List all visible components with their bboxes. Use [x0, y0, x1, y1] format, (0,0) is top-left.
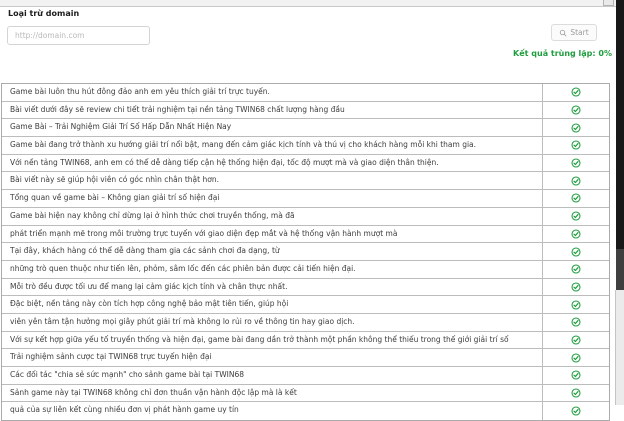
- duplicate-result: [513, 49, 612, 58]
- row-text: Bài viết dưới đây sẽ review chi tiết trải nghiệm tại nền tảng TWIN68 chất lượng hàng đầu: [10, 104, 345, 114]
- row-status-cell: [542, 261, 609, 278]
- row-status-cell: [542, 349, 609, 366]
- table-row: [2, 261, 609, 279]
- check-circle-icon: [571, 264, 581, 274]
- duplicate-result-label: Kết quả trùng lặp:: [513, 49, 596, 58]
- exclude-domain-input[interactable]: [7, 26, 150, 45]
- duplicate-result-value: 0%: [598, 49, 612, 58]
- textarea-scrollbar-stub[interactable]: [603, 0, 614, 6]
- check-circle-icon: [571, 176, 581, 186]
- start-button-label: Start: [570, 28, 589, 37]
- page-scrollbar-thumb[interactable]: [616, 0, 624, 249]
- row-text: Game bài luôn thu hút đông đảo anh em yêu thích giải trí trực tuyến.: [10, 87, 270, 96]
- table-row: [2, 402, 609, 420]
- duplicate-table-body: [2, 84, 609, 420]
- table-row: [2, 208, 609, 226]
- check-circle-icon: [571, 282, 581, 292]
- row-text: Với sự kết hợp giữa yếu tố truyền thống và hiện đại, game bài đang dần trở thành một phần không thể thiếu trong thế giới giải trí số: [10, 334, 509, 344]
- row-text: những trò quen thuộc như tiến lên, phỏm, sâm lốc đến các phiên bản được cải tiến hiện đại.: [10, 263, 356, 273]
- table-row: [2, 385, 609, 403]
- check-circle-icon: [571, 335, 581, 345]
- search-icon: [559, 29, 567, 37]
- table-row: [2, 172, 609, 190]
- row-status-cell: [542, 367, 609, 384]
- check-circle-icon: [571, 317, 581, 327]
- row-status-cell: [542, 332, 609, 349]
- check-circle-icon: [571, 193, 581, 203]
- exclude-domain-label: Loại trừ domain: [8, 9, 80, 18]
- row-text: quả của sự liên kết cùng nhiều đơn vị phát hành game uy tín: [10, 405, 239, 415]
- table-row: [2, 137, 609, 155]
- check-circle-icon: [571, 105, 581, 115]
- table-row: [2, 119, 609, 137]
- page-scrollbar-track[interactable]: [615, 290, 624, 405]
- table-row: [2, 296, 609, 314]
- table-row: [2, 367, 609, 385]
- check-circle-icon: [571, 140, 581, 150]
- table-row: [2, 190, 609, 208]
- row-status-cell: [542, 119, 609, 136]
- row-text: Game bài đang trở thành xu hướng giải trí nổi bật, mang đến cảm giác kịch tính và thú vị cho khách hàng mỗi khi tham gia.: [10, 140, 477, 150]
- row-text: Tổng quan về game bài – Không gian giải trí số hiện đại: [10, 193, 220, 203]
- check-circle-icon: [571, 87, 581, 97]
- row-text: Đặc biệt, nền tảng này còn tích hợp công nghệ bảo mật tiên tiến, giúp hội: [10, 299, 289, 309]
- row-status-cell: [542, 190, 609, 207]
- row-status-cell: [542, 385, 609, 402]
- check-circle-icon: [571, 123, 581, 133]
- check-circle-icon: [571, 370, 581, 380]
- row-status-cell: [542, 137, 609, 154]
- row-text: Tại đây, khách hàng có thể dễ dàng tham gia các sảnh chơi đa dạng, từ: [10, 246, 280, 256]
- row-text: Với nền tảng TWIN68, anh em có thể dễ dàng tiếp cận hệ thống hiện đại, tốc độ mượt mà và giao diện thân thiện.: [10, 157, 439, 167]
- row-status-cell: [542, 155, 609, 172]
- textarea-bottom-edge: [0, 0, 616, 7]
- row-text: Sảnh game này tại TWIN68 không chỉ đơn thuần vận hành độc lập mà là kết: [10, 387, 297, 397]
- row-status-cell: [542, 84, 609, 101]
- check-circle-icon: [571, 211, 581, 221]
- row-status-cell: [542, 102, 609, 119]
- table-row: [2, 84, 609, 102]
- row-status-cell: [542, 296, 609, 313]
- check-circle-icon: [571, 406, 581, 416]
- row-text: viên yên tâm tận hưởng mọi giây phút giải trí mà không lo rủi ro về thông tin hay giao dịch.: [10, 316, 355, 326]
- page-scrollbar-shadow: [616, 249, 624, 290]
- table-row: [2, 226, 609, 244]
- row-text: Game Bài – Trải Nghiệm Giải Trí Số Hấp Dẫn Nhất Hiện Nay: [10, 122, 232, 132]
- check-circle-icon: [571, 388, 581, 398]
- row-status-cell: [542, 402, 609, 420]
- table-row: [2, 102, 609, 120]
- row-text: Mỗi trò đều được tối ưu để mang lại cảm giác kịch tính và chân thực nhất.: [10, 281, 288, 291]
- row-status-cell: [542, 208, 609, 225]
- table-row: [2, 332, 609, 350]
- table-row: [2, 243, 609, 261]
- row-status-cell: [542, 279, 609, 296]
- row-text: phát triển mạnh mẽ trong môi trường trực tuyến với giao diện đẹp mắt và hệ thống vận hành mượt mà: [10, 228, 398, 238]
- row-status-cell: [542, 226, 609, 243]
- check-circle-icon: [571, 353, 581, 363]
- row-status-cell: [542, 243, 609, 260]
- table-row: [2, 279, 609, 297]
- check-circle-icon: [571, 158, 581, 168]
- sentence-check-table: [1, 83, 610, 421]
- check-circle-icon: [571, 247, 581, 257]
- row-status-cell: [542, 172, 609, 189]
- row-text: Bài viết này sẽ giúp hội viên có góc nhìn chân thật hơn.: [10, 175, 219, 185]
- check-circle-icon: [571, 300, 581, 310]
- row-text: Game bài hiện nay không chỉ dừng lại ở hình thức chơi truyền thống, mà đã: [10, 210, 295, 220]
- check-circle-icon: [571, 229, 581, 239]
- table-row: [2, 155, 609, 173]
- start-button[interactable]: [551, 24, 597, 41]
- row-text: Các đối tác "chia sẻ sức mạnh" cho sảnh game bài tại TWIN68: [10, 370, 245, 379]
- row-text: Trải nghiệm sảnh cược tại TWIN68 trực tuyến hiện đại: [10, 352, 212, 362]
- table-row: [2, 349, 609, 367]
- table-row: [2, 314, 609, 332]
- row-status-cell: [542, 314, 609, 331]
